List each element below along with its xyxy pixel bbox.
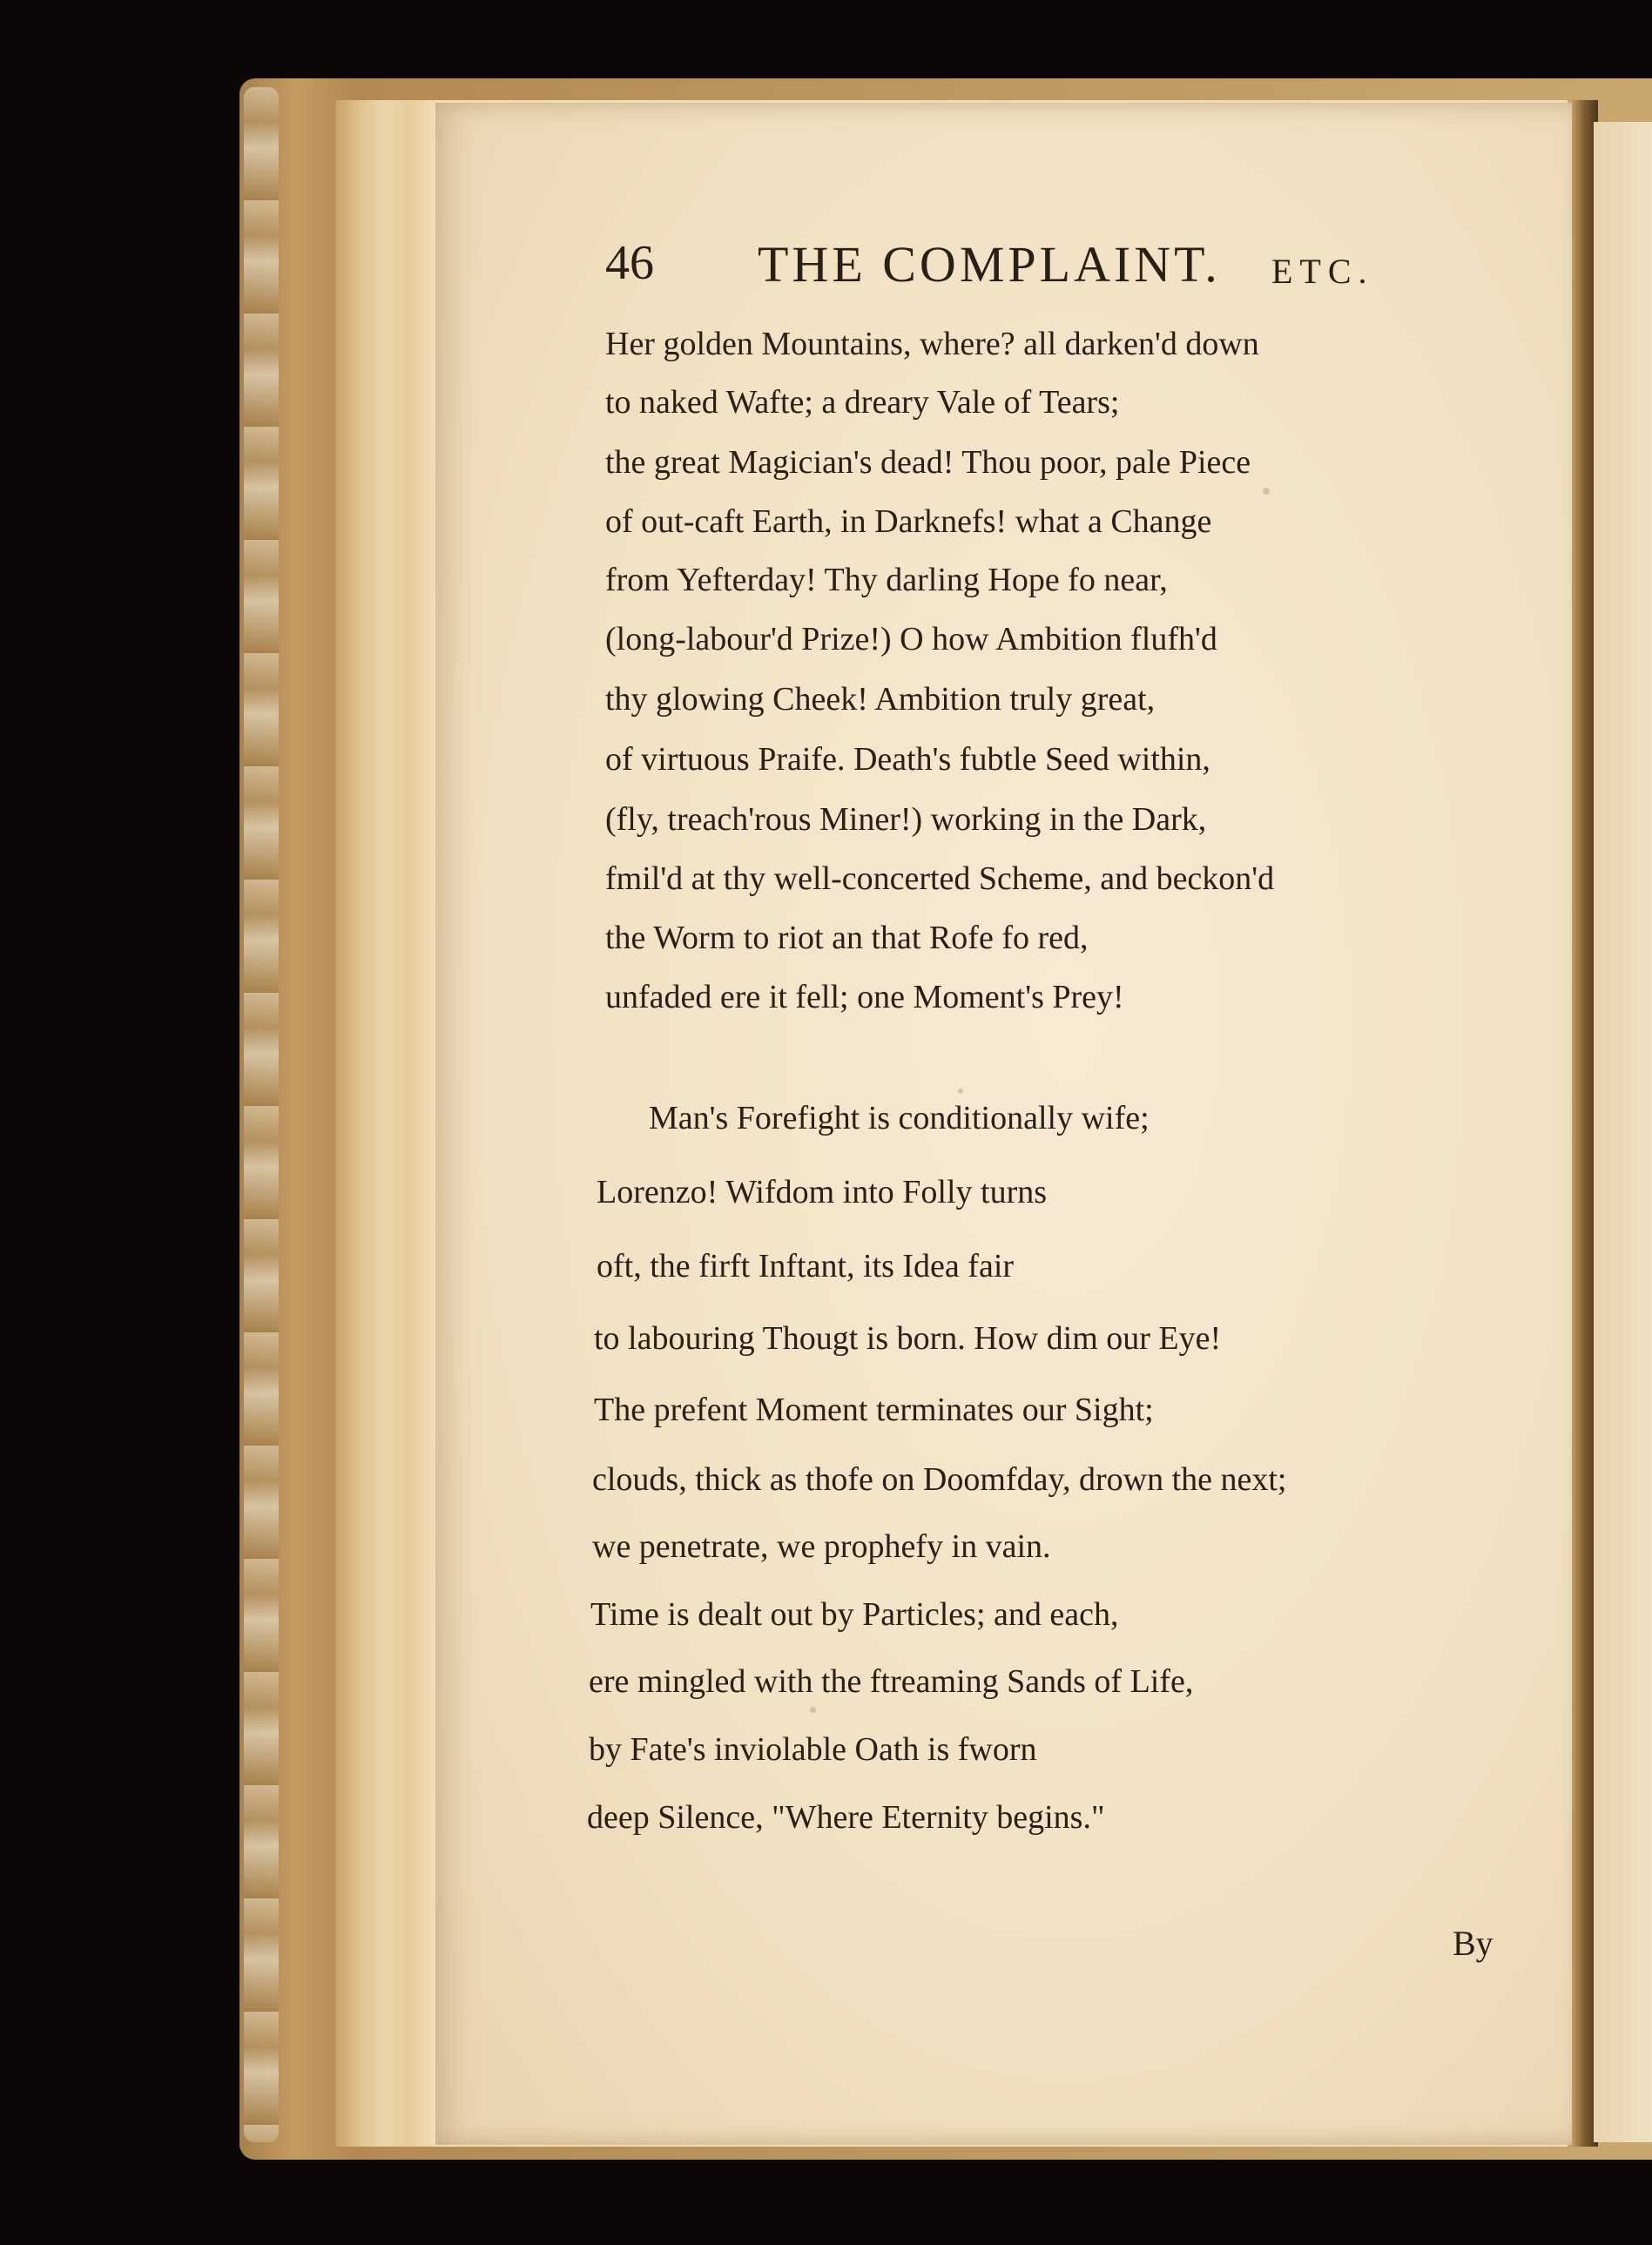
poem-line: thy glowing Cheek! Ambition truly great,: [605, 681, 1156, 718]
poem-line: clouds, thick as thofe on Doomfday, drown the next;: [592, 1461, 1287, 1498]
catchword: By: [1453, 1924, 1494, 1963]
poem-line: deep Silence, "Where Eternity begins.": [587, 1799, 1105, 1836]
foxing-spot: [810, 1707, 816, 1713]
poem-line: of out-caft Earth, in Darknefs! what a Change: [605, 503, 1212, 540]
poem-line: Her golden Mountains, where? all darken'd down: [605, 326, 1259, 362]
poem-line: unfaded ere it fell; one Moment's Prey!: [605, 979, 1124, 1015]
poem-line: Lorenzo! Wifdom into Folly turns: [597, 1174, 1048, 1210]
foxing-spot: [1263, 488, 1270, 495]
running-header: [605, 235, 1389, 296]
poem-line: of virtuous Praife. Death's fubtle Seed within,: [605, 741, 1210, 778]
worn-spine: [244, 87, 279, 2142]
poem-line: fmil'd at thy well-concerted Scheme, and beckon'd: [605, 860, 1275, 897]
poem-line: Time is dealt out by Particles; and each,: [590, 1596, 1119, 1633]
page-number: 46: [605, 236, 654, 290]
running-title-etc: ETC.: [1271, 252, 1374, 291]
foxing-spot: [958, 1089, 963, 1094]
poem-line: (fly, treach'rous Miner!) working in the Dark,: [605, 801, 1207, 838]
poem-line: to naked Wafte; a dreary Vale of Tears;: [605, 384, 1120, 421]
poem-line: the great Magician's dead! Thou poor, pale Piece: [605, 444, 1251, 481]
poem-line: to labouring Thougt is born. How dim our Eye!: [594, 1320, 1222, 1357]
poem-line: we penetrate, we prophefy in vain.: [592, 1528, 1051, 1565]
poem-line: from Yefterday! Thy darling Hope fo near,: [605, 562, 1168, 598]
poem-line: The prefent Moment terminates our Sight;: [594, 1392, 1154, 1428]
poem-line: by Fate's inviolable Oath is fworn: [589, 1731, 1037, 1768]
poem-line: oft, the firft Inftant, its Idea fair: [597, 1248, 1015, 1284]
poem-line: the Worm to riot an that Rofe fo red,: [605, 920, 1089, 956]
poem-line: (long-labour'd Prize!) O how Ambition flufh'd: [605, 621, 1217, 657]
poem-line: Man's Forefight is conditionally wife;: [649, 1100, 1150, 1136]
running-title: THE COMPLAINT.: [758, 236, 1221, 293]
poem-line: ere mingled with the ftreaming Sands of Life,: [589, 1663, 1194, 1700]
facing-page-edge: [1594, 122, 1652, 2142]
